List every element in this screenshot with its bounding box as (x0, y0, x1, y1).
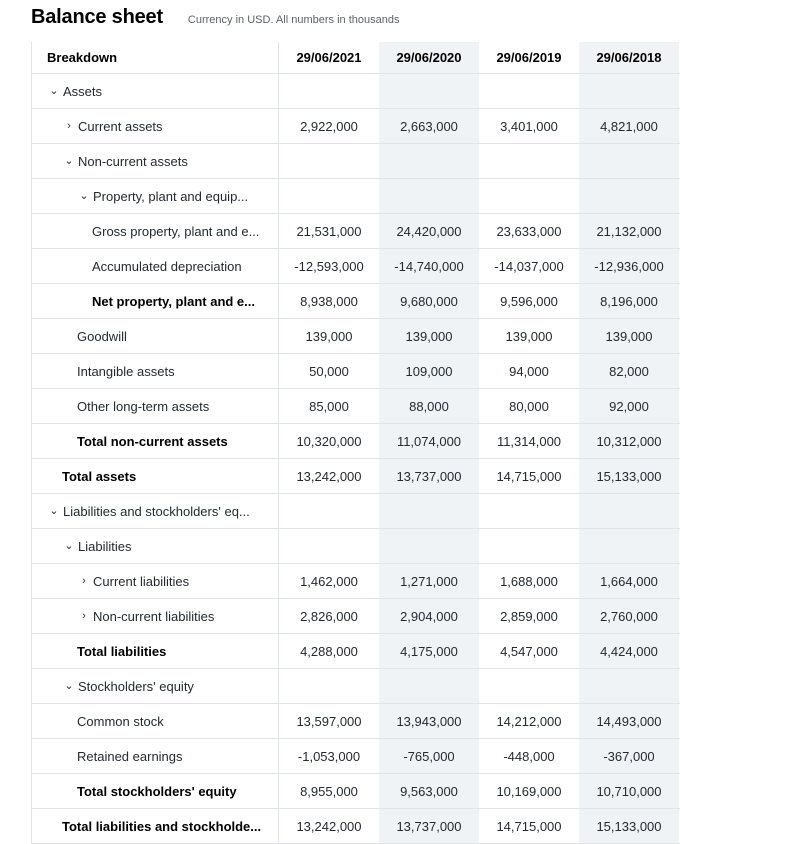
value-cell: 9,596,000 (500, 293, 558, 309)
table-row (32, 109, 680, 144)
row-label: Gross property, plant and e... (92, 223, 260, 239)
value-cell (579, 669, 679, 703)
chevron-down-icon: ⌄ (64, 539, 74, 552)
row-toggle-stockholders-equity[interactable] (32, 669, 279, 703)
chevron-down-icon: ⌄ (64, 154, 74, 167)
row-label: Property, plant and equip... (93, 188, 249, 204)
value-cell (279, 179, 379, 213)
column-header: 29/06/2021 (296, 50, 362, 65)
value-cell (379, 494, 479, 528)
row-label: Goodwill (77, 328, 127, 344)
value-cell (579, 74, 679, 108)
table-row (32, 179, 680, 214)
row-toggle-current-liabilities[interactable] (32, 564, 279, 598)
value-cell: 4,424,000 (579, 634, 679, 668)
row-toggle-property-plant-equipment[interactable] (32, 179, 279, 213)
value-cell: 9,563,000 (379, 774, 479, 808)
value-cell: 2,922,000 (300, 118, 358, 134)
value-cell (579, 179, 679, 213)
table-row (32, 424, 680, 459)
value-cell: 21,531,000 (296, 223, 362, 239)
row-label: Current assets (78, 118, 163, 134)
row-label: Retained earnings (77, 748, 183, 764)
balance-sheet-table (31, 42, 680, 844)
table-row (32, 494, 680, 529)
value-cell: 2,826,000 (300, 608, 358, 624)
value-cell (479, 74, 579, 108)
row-label-cell (32, 774, 279, 808)
row-label: Non-current assets (78, 153, 188, 169)
value-cell: -448,000 (503, 748, 555, 764)
row-label: Other long-term assets (77, 398, 210, 414)
value-cell: 109,000 (379, 354, 479, 388)
value-cell: 1,664,000 (579, 564, 679, 598)
row-label-cell (32, 459, 279, 493)
value-cell: 11,074,000 (379, 424, 479, 458)
value-cell (279, 529, 379, 563)
value-cell (379, 669, 479, 703)
value-cell: 14,715,000 (496, 468, 562, 484)
row-label-cell (32, 809, 279, 843)
row-label: Current liabilities (93, 573, 190, 589)
value-cell: 13,943,000 (379, 704, 479, 738)
table-row (32, 564, 680, 599)
value-cell: 8,196,000 (579, 284, 679, 318)
table-row (32, 249, 680, 284)
value-cell: 11,314,000 (496, 433, 562, 449)
table-row (32, 214, 680, 249)
row-label-cell (32, 284, 279, 318)
value-cell: 80,000 (509, 398, 549, 414)
value-cell (379, 179, 479, 213)
value-cell: 10,169,000 (496, 783, 562, 799)
table-row (32, 144, 680, 179)
value-cell (379, 144, 479, 178)
value-cell (279, 669, 379, 703)
value-cell (379, 529, 479, 563)
value-cell: 13,597,000 (296, 713, 362, 729)
value-cell: 15,133,000 (579, 459, 679, 493)
value-cell: -12,593,000 (294, 258, 364, 274)
value-cell: 4,547,000 (500, 643, 558, 659)
chevron-down-icon: ⌄ (64, 679, 74, 692)
column-header: 29/06/2020 (379, 42, 479, 73)
row-label: Non-current liabilities (93, 608, 215, 624)
table-row (32, 459, 680, 494)
row-label-cell (32, 634, 279, 668)
row-label: Stockholders' equity (78, 678, 194, 694)
value-cell: 50,000 (309, 363, 349, 379)
table-row (32, 354, 680, 389)
table-row (32, 319, 680, 354)
chevron-down-icon: ⌄ (49, 504, 59, 517)
chevron-down-icon: ⌄ (79, 189, 89, 202)
value-cell (279, 494, 379, 528)
value-cell: 2,663,000 (379, 109, 479, 143)
breakdown-header: Breakdown (32, 42, 279, 73)
value-cell: 139,000 (505, 328, 553, 344)
value-cell: 92,000 (579, 389, 679, 423)
value-cell: 9,680,000 (379, 284, 479, 318)
value-cell (479, 669, 579, 703)
column-header: 29/06/2019 (496, 50, 562, 65)
value-cell: -1,053,000 (297, 748, 361, 764)
currency-note: Currency in USD. All numbers in thousands (187, 14, 400, 26)
chevron-right-icon: › (67, 120, 71, 132)
row-label: Total stockholders' equity (77, 783, 237, 799)
row-label: Assets (63, 83, 103, 99)
value-cell: 15,133,000 (579, 809, 679, 843)
table-row (32, 389, 680, 424)
chevron-right-icon: › (82, 575, 86, 587)
page-header (31, 6, 399, 36)
value-cell: -367,000 (579, 739, 679, 773)
value-cell: 10,312,000 (579, 424, 679, 458)
value-cell: 14,493,000 (579, 704, 679, 738)
row-label-cell (32, 739, 279, 773)
value-cell: 1,271,000 (379, 564, 479, 598)
row-toggle-non-current-liabilities[interactable] (32, 599, 279, 633)
table-row (32, 599, 680, 634)
value-cell: 13,242,000 (296, 468, 362, 484)
table-row (32, 809, 680, 844)
value-cell: 1,688,000 (500, 573, 558, 589)
row-label: Total liabilities (77, 643, 167, 659)
row-label-cell (32, 424, 279, 458)
value-cell (479, 494, 579, 528)
value-cell: 2,904,000 (379, 599, 479, 633)
value-cell: 8,938,000 (300, 293, 358, 309)
row-label: Liabilities and stockholders' eq... (63, 503, 250, 519)
table-row (32, 774, 680, 809)
value-cell: 1,462,000 (300, 573, 358, 589)
value-cell: 139,000 (305, 328, 353, 344)
row-label-cell (32, 704, 279, 738)
value-cell: 14,212,000 (496, 713, 562, 729)
value-cell: 85,000 (309, 398, 349, 414)
value-cell: 4,175,000 (379, 634, 479, 668)
row-label-cell (32, 389, 279, 423)
row-toggle-liabilities-equity[interactable] (32, 494, 279, 528)
row-label: Total assets (62, 468, 137, 484)
value-cell: 2,859,000 (500, 608, 558, 624)
value-cell: -765,000 (379, 739, 479, 773)
value-cell: 24,420,000 (379, 214, 479, 248)
value-cell (579, 144, 679, 178)
column-header: 29/06/2018 (579, 42, 679, 73)
page-title: Balance sheet (31, 6, 163, 28)
value-cell: 10,710,000 (579, 774, 679, 808)
value-cell: -14,740,000 (379, 249, 479, 283)
value-cell: 82,000 (579, 354, 679, 388)
table-row (32, 284, 680, 319)
table-header-row (32, 42, 680, 74)
row-toggle-liabilities[interactable] (32, 529, 279, 563)
chevron-down-icon: ⌄ (49, 84, 59, 97)
table-row (32, 669, 680, 704)
row-label: Total liabilities and stockholde... (62, 818, 262, 834)
value-cell (579, 529, 679, 563)
row-label-cell (32, 214, 279, 248)
value-cell: -12,936,000 (579, 249, 679, 283)
value-cell: 14,715,000 (496, 818, 562, 834)
row-toggle-current-assets[interactable] (32, 109, 279, 143)
row-label-cell (32, 354, 279, 388)
value-cell: 4,288,000 (300, 643, 358, 659)
row-label: Common stock (77, 713, 164, 729)
value-cell: 23,633,000 (496, 223, 562, 239)
table-row (32, 739, 680, 774)
row-label: Total non-current assets (77, 433, 228, 449)
value-cell: 139,000 (379, 319, 479, 353)
value-cell (579, 494, 679, 528)
chevron-right-icon: › (82, 610, 86, 622)
value-cell: 4,821,000 (579, 109, 679, 143)
value-cell: 13,737,000 (379, 459, 479, 493)
value-cell (279, 74, 379, 108)
value-cell: 10,320,000 (296, 433, 362, 449)
value-cell (379, 74, 479, 108)
row-label: Intangible assets (77, 363, 175, 379)
table-row (32, 634, 680, 669)
value-cell: 8,955,000 (300, 783, 358, 799)
value-cell (479, 529, 579, 563)
row-toggle-non-current-assets[interactable] (32, 144, 279, 178)
row-toggle-assets[interactable] (32, 74, 279, 108)
row-label: Net property, plant and e... (92, 293, 256, 309)
row-label-cell (32, 319, 279, 353)
table-row (32, 529, 680, 564)
value-cell: 88,000 (379, 389, 479, 423)
value-cell: -14,037,000 (494, 258, 564, 274)
table-row (32, 704, 680, 739)
value-cell (479, 144, 579, 178)
value-cell: 21,132,000 (579, 214, 679, 248)
value-cell: 13,737,000 (379, 809, 479, 843)
value-cell: 13,242,000 (296, 818, 362, 834)
value-cell: 3,401,000 (500, 118, 558, 134)
row-label: Liabilities (78, 538, 132, 554)
table-row (32, 74, 680, 109)
value-cell (479, 179, 579, 213)
row-label: Accumulated depreciation (92, 258, 242, 274)
row-label-cell (32, 249, 279, 283)
value-cell: 94,000 (509, 363, 549, 379)
value-cell: 2,760,000 (579, 599, 679, 633)
value-cell (279, 144, 379, 178)
value-cell: 139,000 (579, 319, 679, 353)
